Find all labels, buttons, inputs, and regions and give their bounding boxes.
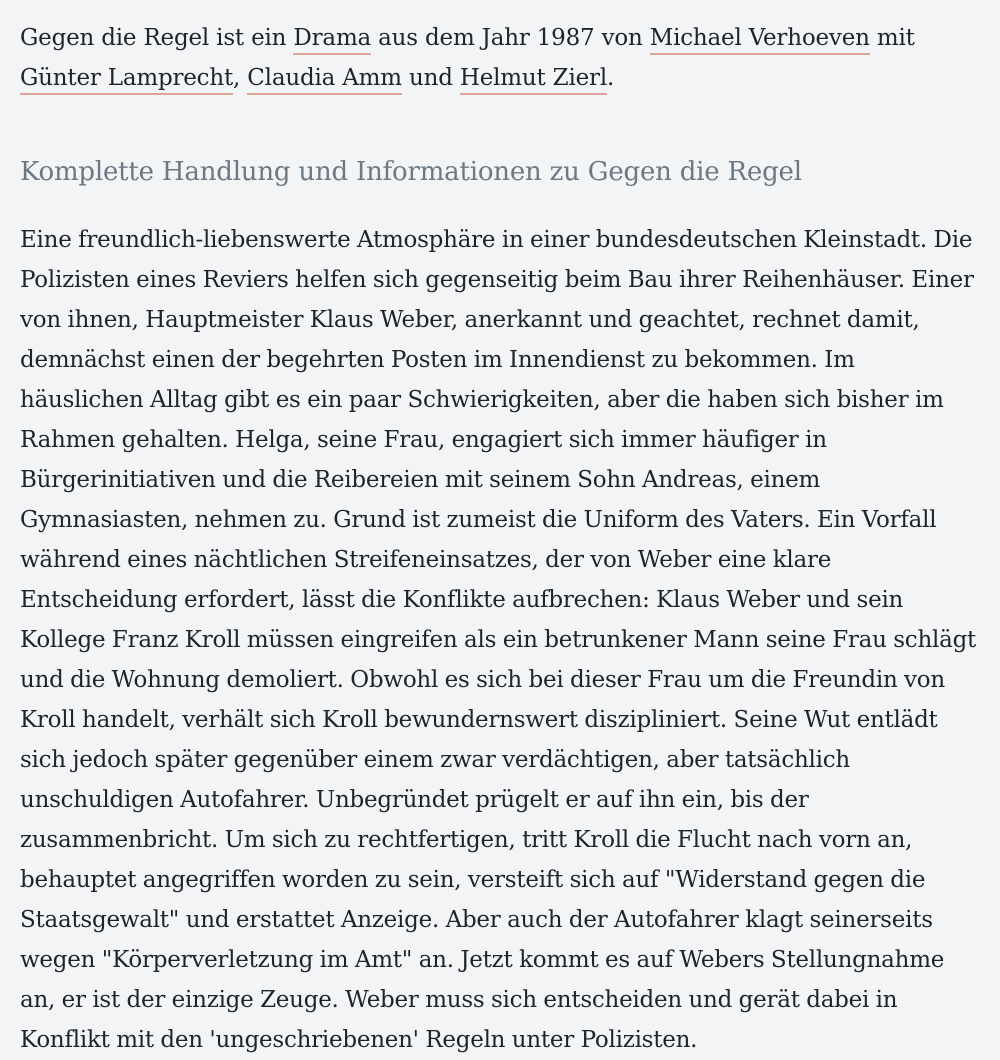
actor-link-helmut-zierl[interactable]: Helmut Zierl [460,65,607,95]
intro-text: , [233,65,248,91]
plot-paragraph: Eine freundlich-liebenswerte Atmosphäre in einer bundesdeutschen Kleinstadt. Die Polizisten eines Reviers helfen sich gegenseitig beim Bau ihrer Reihenhäuser. Einer von ihnen, Hauptmeister Klaus Weber, anerkannt und geachtet, rechnet damit, demnächst einen der begehrten Posten im Innendienst zu bekommen. Im häuslichen Alltag gibt es ein paar Schwierigkeiten, aber die haben sich bisher im Rahmen gehalten. Helga, seine Frau, engagiert sich immer häufiger in Bürgerinitiativen und die Reibereien mit seinem Sohn Andreas, einem Gymnasiasten, nehmen zu. Grund ist zumeist die Uniform des Vaters. Ein Vorfall während eines nächtlichen Streifeneinsatzes, der von Weber eine klare Entscheidung erfordert, lässt die Konflikte aufbrechen: Klaus Weber und sein Kollege Franz Kroll müssen eingreifen als ein betrunkener Mann seine Frau schlägt und die Wohnung demoliert. Obwohl es sich bei dieser Frau um die Freundin von Kroll handelt, verhält sich Kroll bewundernswert diszipliniert. Seine Wut entlädt sich jedoch später gegenüber einem zwar verdächtigen, aber tatsächlich unschuldigen Autofahrer. Unbegründet prügelt er auf ihn ein, bis der zusammenbricht. Um sich zu rechtfertigen, tritt Kroll die Flucht nach vorn an, behauptet angegriffen worden zu sein, versteift sich auf "Widerstand gegen die Staatsgewalt" und erstattet Anzeige. Aber auch der Autofahrer klagt seinerseits wegen "Körperverletzung im Amt" an. Jetzt kommt es auf Webers Stellungnahme an, er ist der einzige Zeuge. Weber muss sich entscheiden und gerät dabei in Konflikt mit den 'ungeschriebenen' Regeln unter Polizisten. [20,227,977,1053]
genre-link[interactable]: Drama [293,25,371,55]
intro-text: mit [869,25,915,51]
director-link[interactable]: Michael Verhoeven [650,25,870,55]
actor-link-guenter-lamprecht[interactable]: Günter Lamprecht [20,65,233,95]
plot-section-heading: Komplette Handlung und Informationen zu Gegen die Regel [20,157,802,187]
intro-text: . [606,65,615,91]
intro-text: Gegen die Regel ist ein [20,25,294,51]
intro-text: aus dem Jahr 1987 von [371,25,650,51]
intro-paragraph [20,18,980,98]
intro-text: und [401,65,460,91]
actor-link-claudia-amm[interactable]: Claudia Amm [247,65,402,95]
